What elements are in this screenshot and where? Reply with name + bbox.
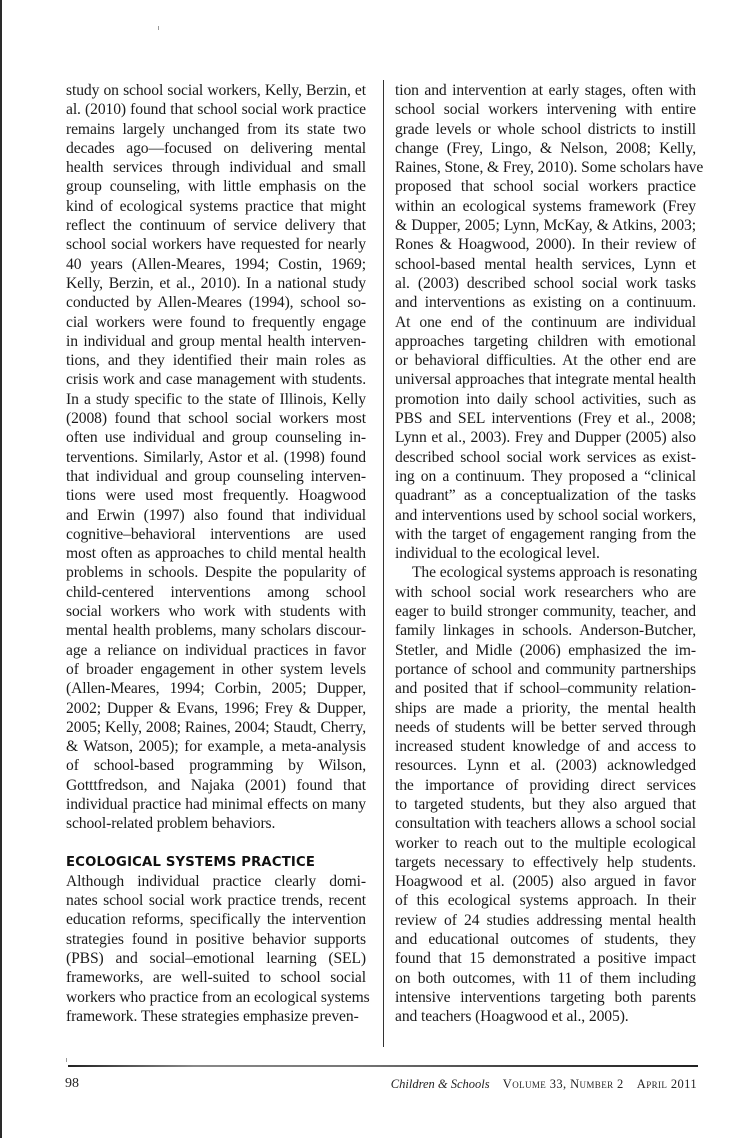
text-line: and interventions used by school social workers, xyxy=(395,506,696,524)
text-line: Raines, Stone, & Frey, 2010). Some scholars have xyxy=(395,159,704,177)
text-line: 40 years (Allen-Meares, 1994; Costin, 1969; xyxy=(66,255,366,273)
text-line: portance of school and community partnerships xyxy=(395,660,696,678)
text-line: cial workers were found to frequently engage xyxy=(66,313,366,331)
left-column xyxy=(66,81,370,1026)
text-line: eager to build stronger community, teacher, and xyxy=(395,603,696,621)
text-line: health services through individual and small xyxy=(66,159,366,177)
text-line: group counseling, with little emphasis on the xyxy=(66,178,366,196)
text-line: crisis work and case management with students. xyxy=(66,371,366,389)
text-line: 2002; Dupper & Evans, 1996; Frey & Dupper, xyxy=(66,699,366,717)
text-line: to targeted students, but they also argued that xyxy=(395,795,696,813)
text-line: 2005; Kelly, 2008; Raines, 2004; Staudt, Cherry, xyxy=(66,718,366,736)
paragraph xyxy=(395,563,696,1026)
text-line: strategies found in positive behavior supports xyxy=(66,930,366,948)
text-line: child-centered interventions among school xyxy=(66,583,366,601)
text-line: that individual and group counseling interven- xyxy=(66,467,366,485)
text-line: (2008) found that school social workers most xyxy=(66,410,366,428)
text-line: & Watson, 2005); for example, a meta-analysis xyxy=(66,738,366,756)
text-line: Lynn et al., 2003). Frey and Dupper (2005) also xyxy=(395,429,696,447)
text-line: mental health problems, many scholars discour- xyxy=(66,622,366,640)
text-line: framework. These strategies emphasize preven- xyxy=(66,1007,359,1025)
text-line: school-based mental health services, Lynn et xyxy=(395,255,696,273)
text-line: workers who practice from an ecological systems xyxy=(66,988,370,1006)
text-line: remains largely unchanged from its state two xyxy=(66,120,366,138)
text-line: worker to reach out to the multiple ecological xyxy=(395,834,696,852)
text-line: PBS and SEL interventions (Frey et al., 2008; xyxy=(395,410,696,428)
text-line: individual to the ecological level. xyxy=(395,545,600,563)
running-footer xyxy=(391,1077,697,1092)
text-line: conducted by Allen-Meares (1994), school so- xyxy=(66,294,366,312)
text-line: (PBS) and social–emotional learning (SEL) xyxy=(66,950,366,968)
text-line: problems in schools. Despite the popularity of xyxy=(66,564,366,582)
text-line: most often as approaches to child mental health xyxy=(66,545,366,563)
text-line: Hoagwood et al. (2005) also argued in favor xyxy=(395,873,696,891)
paragraph xyxy=(66,81,366,834)
text-line: Stetler, and Midle (2006) emphasized the im- xyxy=(395,641,696,659)
text-line: school social workers have requested for nearly xyxy=(66,236,366,254)
text-line: consultation with teachers allows a school social xyxy=(395,815,696,833)
text-line: Although individual practice clearly domi- xyxy=(66,872,366,890)
text-line: and interventions as existing on a continuum. xyxy=(395,294,696,312)
section-heading: ECOLOGICAL SYSTEMS PRACTICE xyxy=(66,854,316,870)
text-line: described school social work services as exist- xyxy=(395,448,696,466)
text-line: frameworks, are well-suited to school social xyxy=(66,969,366,987)
text-line: approaches targeting children with emotional xyxy=(395,332,696,350)
text-line: al. (2003) described school social work tasks xyxy=(395,274,696,292)
text-line: on both outcomes, with 11 of them including xyxy=(395,969,696,987)
text-line: intensive interventions targeting both parents xyxy=(395,988,696,1006)
text-line: school-related problem behaviors. xyxy=(66,815,276,833)
text-line: and teachers (Hoagwood et al., 2005). xyxy=(395,1008,629,1026)
paragraph xyxy=(66,872,370,1026)
footer-rule xyxy=(68,1065,698,1067)
scan-mark xyxy=(66,1058,67,1062)
text-line: & Dupper, 2005; Lynn, McKay, & Atkins, 2003; xyxy=(395,217,696,235)
text-line: family linkages in schools. Anderson-Butcher, xyxy=(395,622,696,640)
text-line: social workers who work with students with xyxy=(66,603,366,621)
text-line: targets necessary to effectively help students. xyxy=(395,853,696,871)
page-number: 98 xyxy=(65,1076,79,1091)
text-line: often use individual and group counseling in- xyxy=(66,429,366,447)
text-line: in individual and group mental health interven- xyxy=(66,332,366,350)
text-line: proposed that school social workers practice xyxy=(395,178,696,196)
journal-name: Children & Schools xyxy=(390,1077,490,1091)
text-line: ships are made a priority, the mental health xyxy=(395,699,696,717)
page-edge xyxy=(0,0,2,1138)
text-line: or behavioral difficulties. At the other end are xyxy=(395,352,696,370)
paragraph xyxy=(395,81,704,563)
text-line: school social workers intervening with entire xyxy=(395,101,696,119)
right-column xyxy=(395,81,704,1027)
text-line: within an ecological systems framework (Frey xyxy=(395,197,696,215)
text-line: tions were used most frequently. Hoagwood xyxy=(66,487,366,505)
text-line: found that 15 demonstrated a positive impact xyxy=(395,950,696,968)
text-line: the importance of providing direct services xyxy=(395,776,696,794)
text-line: with the target of engagement ranging from the xyxy=(395,525,696,543)
text-line: Gotttfredson, and Najaka (2001) found that xyxy=(66,776,366,794)
text-line: nates school social work practice trends, recent xyxy=(66,892,366,910)
text-line: promotion into daily school activities, such as xyxy=(395,390,696,408)
text-line: Rones & Hoagwood, 2000). In their review of xyxy=(395,236,696,254)
text-line: individual practice had minimal effects on many xyxy=(66,795,366,813)
column-divider xyxy=(383,80,384,1047)
scan-mark xyxy=(158,26,159,30)
text-line: Kelly, Berzin, et al., 2010). In a national study xyxy=(66,274,366,292)
text-line: change (Frey, Lingo, & Nelson, 2008; Kelly, xyxy=(395,139,696,157)
text-line: tion and intervention at early stages, often with xyxy=(395,82,696,99)
text-line: needs of students will be better served through xyxy=(395,718,696,736)
text-line: and educational outcomes of students, they xyxy=(395,931,696,949)
text-line: ing on a continuum. They proposed a “clinical xyxy=(395,467,696,485)
text-line: of school-based programming by Wilson, xyxy=(66,757,366,775)
text-line: quadrant” as a conceptualization of the tasks xyxy=(395,487,696,505)
text-line: At one end of the continuum are individual xyxy=(395,313,696,331)
text-line: and Erwin (1997) also found that individual xyxy=(66,506,366,524)
text-line: education reforms, specifically the intervention xyxy=(66,911,366,929)
text-line: tions, and they identified their main roles as xyxy=(66,352,366,370)
text-line: resources. Lynn et al. (2003) acknowledged xyxy=(395,757,696,775)
text-line: review of 24 studies addressing mental health xyxy=(395,911,696,929)
text-line: al. (2010) found that school social work practice xyxy=(66,101,366,119)
text-line: of this ecological systems approach. In their xyxy=(395,892,696,910)
text-line: of broader engagement in other system levels xyxy=(66,660,366,678)
text-line: decades ago—focused on delivering mental xyxy=(66,139,366,157)
text-line: In a study specific to the state of Illinois, Kelly xyxy=(66,390,366,408)
text-line: kind of ecological systems practice that might xyxy=(66,197,366,215)
text-line: increased student knowledge of and access to xyxy=(395,738,696,756)
text-line: terventions. Similarly, Astor et al. (1998) found xyxy=(66,448,366,466)
text-line: (Allen-Meares, 1994; Corbin, 2005; Dupper, xyxy=(66,680,366,698)
text-line: age a reliance on individual practices in favor xyxy=(66,641,366,659)
text-line: universal approaches that integrate mental health xyxy=(395,371,696,389)
text-line: with school social work researchers who are xyxy=(395,583,696,601)
text-line: The ecological systems approach is resonating xyxy=(412,564,698,582)
text-line: reflect the continuum of service delivery that xyxy=(66,217,366,235)
text-line: grade levels or whole school districts to instill xyxy=(395,120,696,138)
text-line: study on school social workers, Kelly, Berzin, et xyxy=(66,82,366,99)
text-line: cognitive–behavioral interventions are used xyxy=(66,525,366,543)
issue-date: April 2011 xyxy=(636,1077,697,1091)
volume-issue: Volume 33, Number 2 xyxy=(502,1077,624,1091)
text-line: and posited that if school–community relation- xyxy=(395,680,696,698)
